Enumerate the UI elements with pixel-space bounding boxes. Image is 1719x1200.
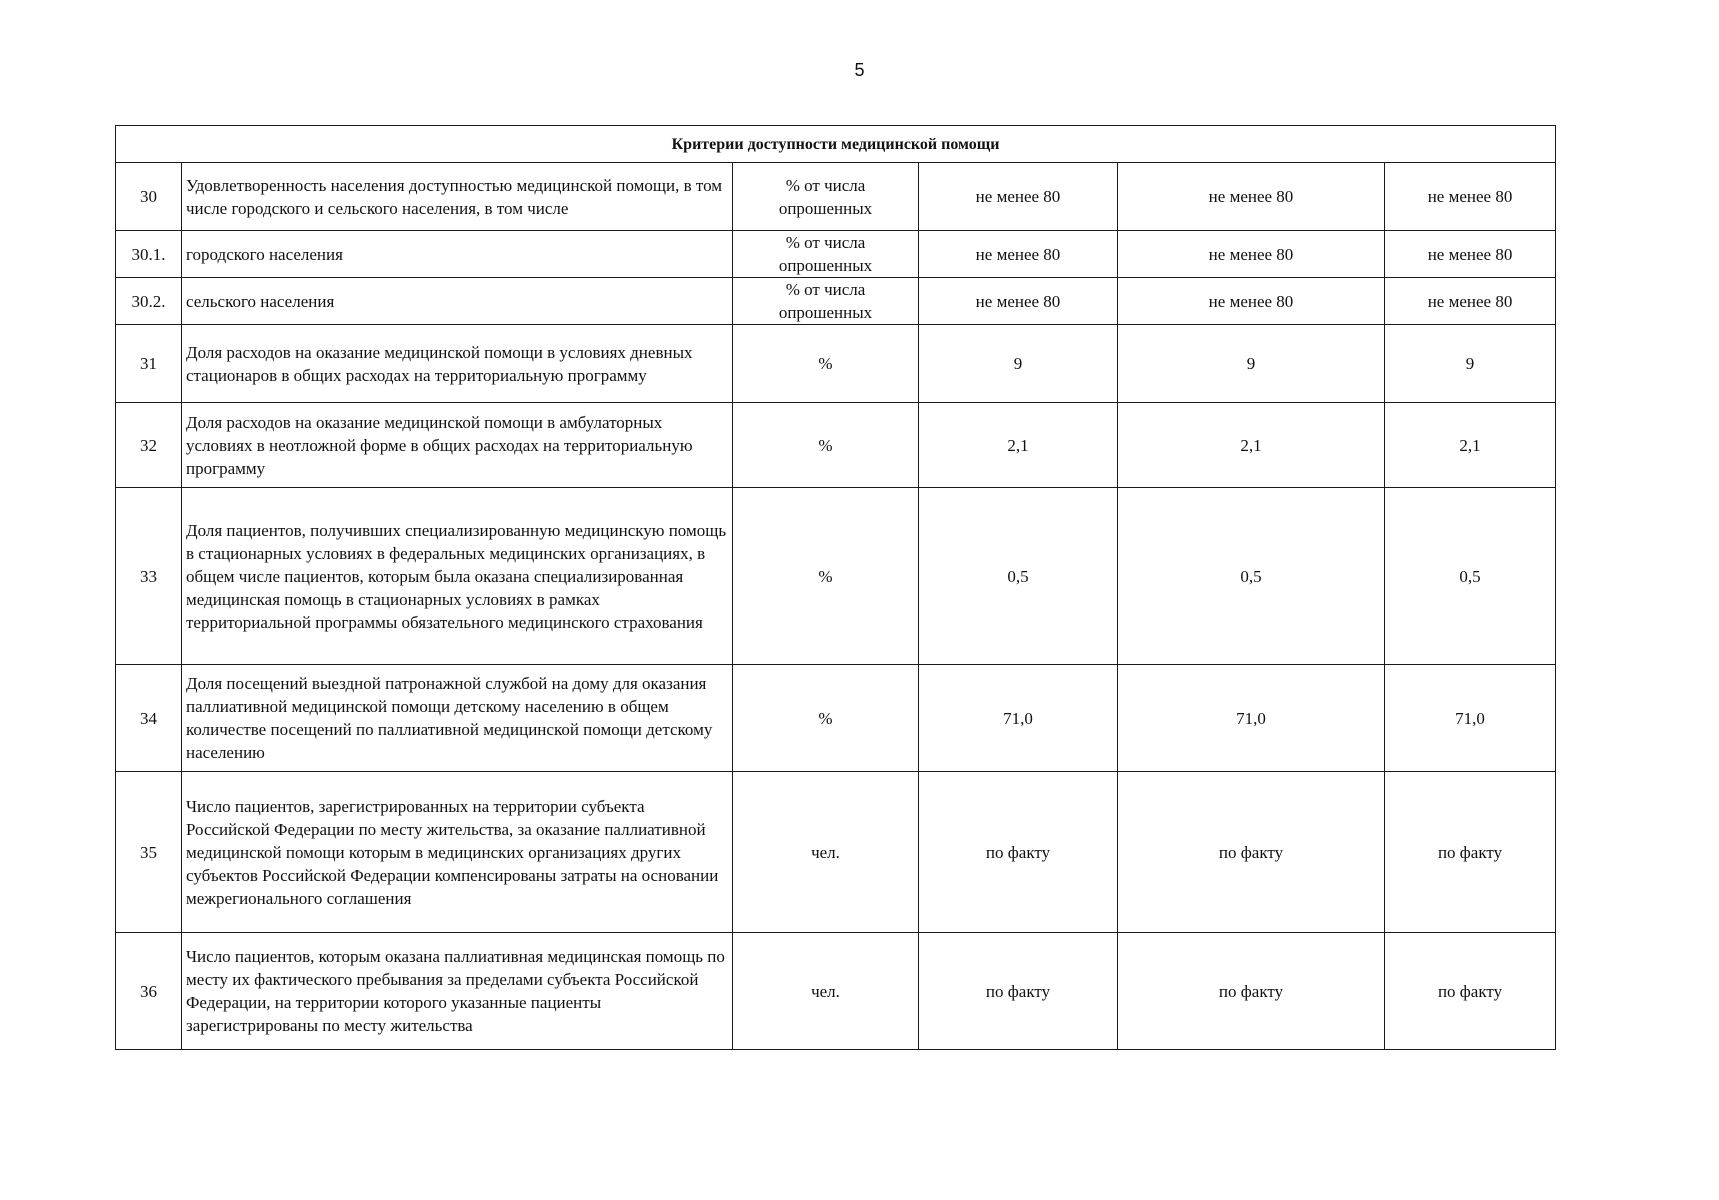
- value-cell: по факту: [1118, 933, 1385, 1050]
- row-number: 36: [116, 933, 182, 1050]
- criterion-name: сельского населения: [182, 278, 733, 325]
- criterion-name: Доля расходов на оказание медицинской помощи в амбулаторных условиях в неотложной форме в общих расходах на территориальную программу: [182, 403, 733, 488]
- table-row: [116, 325, 1556, 403]
- value-cell: 9: [919, 325, 1118, 403]
- value-cell: не менее 80: [1118, 278, 1385, 325]
- value-cell: 2,1: [919, 403, 1118, 488]
- row-number: 35: [116, 772, 182, 933]
- table-row: [116, 278, 1556, 325]
- value-cell: 0,5: [1118, 488, 1385, 665]
- value-cell: 71,0: [1385, 665, 1556, 772]
- criterion-name: Доля посещений выездной патронажной службой на дому для оказания паллиативной медицинской помощи детскому населению в общем количестве посещений по паллиативной медицинской помощи детскому населению: [182, 665, 733, 772]
- unit-cell: %: [733, 488, 919, 665]
- section-header-row: [116, 126, 1556, 163]
- unit-cell: чел.: [733, 933, 919, 1050]
- row-number: 30: [116, 163, 182, 231]
- value-cell: по факту: [1118, 772, 1385, 933]
- criterion-name: городского населения: [182, 231, 733, 278]
- table-row: [116, 488, 1556, 665]
- row-number: 34: [116, 665, 182, 772]
- value-cell: не менее 80: [919, 278, 1118, 325]
- value-cell: 0,5: [1385, 488, 1556, 665]
- criterion-name: Доля расходов на оказание медицинской помощи в условиях дневных стационаров в общих расходах на территориальную программу: [182, 325, 733, 403]
- value-cell: 9: [1118, 325, 1385, 403]
- unit-cell: чел.: [733, 772, 919, 933]
- unit-cell: % от числа опрошенных: [733, 231, 919, 278]
- table-row: [116, 772, 1556, 933]
- table-row: [116, 933, 1556, 1050]
- value-cell: 71,0: [919, 665, 1118, 772]
- table-row: [116, 665, 1556, 772]
- value-cell: 71,0: [1118, 665, 1385, 772]
- value-cell: не менее 80: [1118, 163, 1385, 231]
- value-cell: не менее 80: [1385, 231, 1556, 278]
- value-cell: по факту: [1385, 933, 1556, 1050]
- criteria-table: [115, 125, 1556, 1050]
- section-title: Критерии доступности медицинской помощи: [116, 126, 1556, 163]
- criterion-name: Доля пациентов, получивших специализированную медицинскую помощь в стационарных условиях в федеральных медицинских организациях, в общем числе пациентов, которым была оказана специализированная медицинская помощь в стационарных условиях в рамках территориальной программы обязательного медицинского страхования: [182, 488, 733, 665]
- value-cell: по факту: [919, 772, 1118, 933]
- value-cell: по факту: [1385, 772, 1556, 933]
- criterion-name: Удовлетворенность населения доступностью медицинской помощи, в том числе городского и сельского населения, в том числе: [182, 163, 733, 231]
- value-cell: 2,1: [1385, 403, 1556, 488]
- row-number: 32: [116, 403, 182, 488]
- value-cell: 0,5: [919, 488, 1118, 665]
- unit-cell: %: [733, 325, 919, 403]
- row-number: 30.2.: [116, 278, 182, 325]
- row-number: 30.1.: [116, 231, 182, 278]
- value-cell: не менее 80: [919, 231, 1118, 278]
- value-cell: не менее 80: [1118, 231, 1385, 278]
- value-cell: не менее 80: [1385, 163, 1556, 231]
- unit-cell: %: [733, 665, 919, 772]
- criterion-name: Число пациентов, зарегистрированных на территории субъекта Российской Федерации по месту жительства, за оказание паллиативной медицинской помощи которым в медицинских организациях других субъектов Российской Федерации компенсированы затраты на основании межрегионального соглашения: [182, 772, 733, 933]
- table-row: [116, 163, 1556, 231]
- value-cell: 2,1: [1118, 403, 1385, 488]
- unit-cell: % от числа опрошенных: [733, 163, 919, 231]
- unit-cell: % от числа опрошенных: [733, 278, 919, 325]
- value-cell: по факту: [919, 933, 1118, 1050]
- table-row: [116, 403, 1556, 488]
- value-cell: не менее 80: [1385, 278, 1556, 325]
- value-cell: не менее 80: [919, 163, 1118, 231]
- row-number: 31: [116, 325, 182, 403]
- page-number: 5: [854, 60, 865, 80]
- criterion-name: Число пациентов, которым оказана паллиативная медицинская помощь по месту их фактического пребывания за пределами субъекта Российской Федерации, на территории которого указанные пациенты зарегистрированы по месту жительства: [182, 933, 733, 1050]
- row-number: 33: [116, 488, 182, 665]
- value-cell: 9: [1385, 325, 1556, 403]
- unit-cell: %: [733, 403, 919, 488]
- table-row: [116, 231, 1556, 278]
